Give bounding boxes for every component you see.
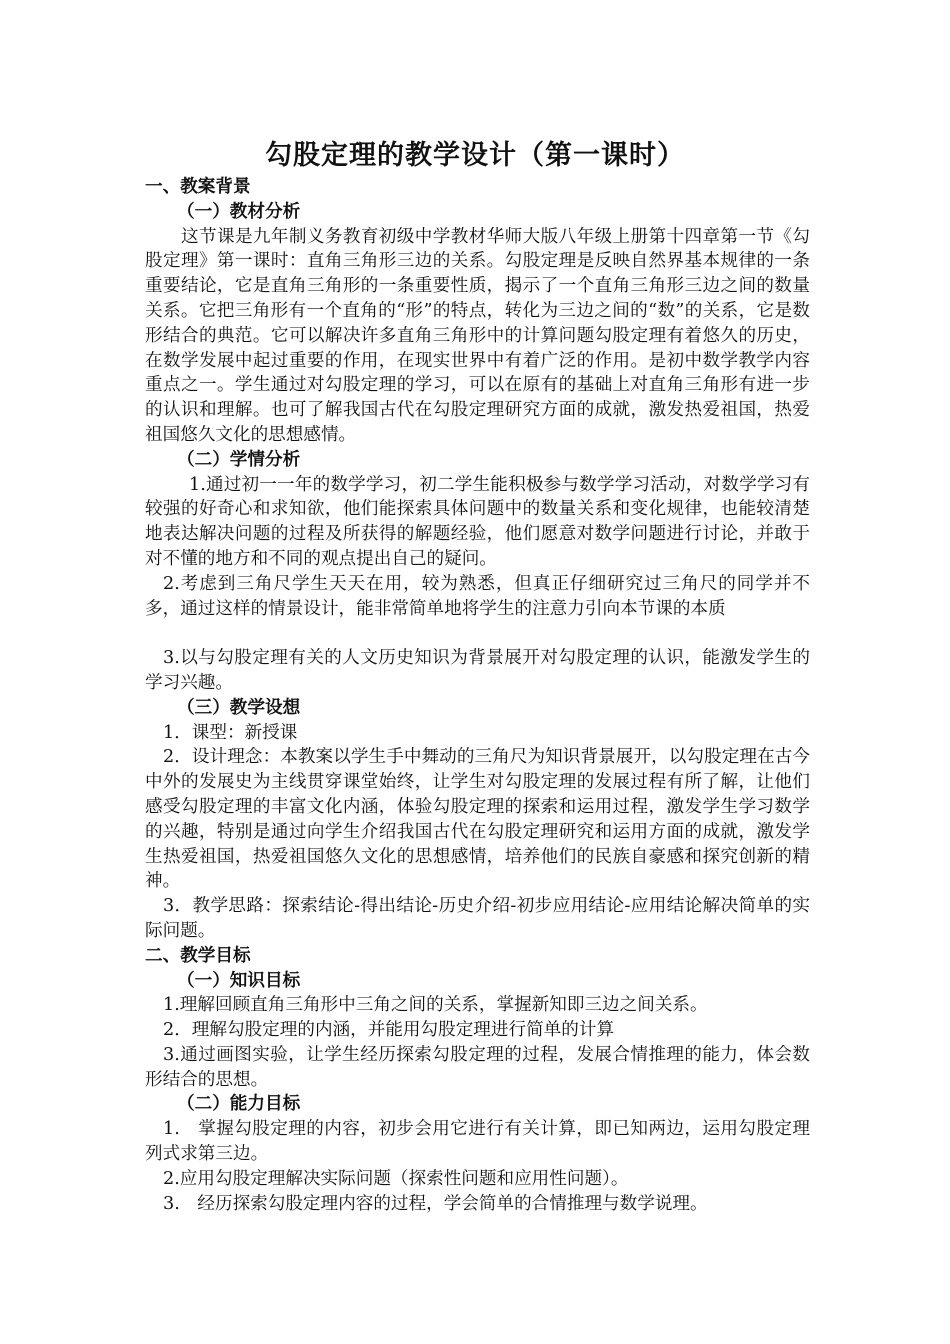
blank-line: [145, 621, 810, 646]
subheading-teaching-plan: （三）教学设想: [177, 697, 301, 718]
paragraph-ability-3: 3. 经历探索勾股定理内容的过程，学会简单的合情推理与数学说理。: [163, 1193, 708, 1214]
paragraph-knowledge-2: 2．理解勾股定理的内涵，并能用勾股定理进行简单的计算: [163, 1020, 615, 1041]
subheading-ability-objectives: （二）能力目标: [177, 1094, 301, 1115]
section-heading-background: 一、教案背景: [145, 177, 251, 197]
paragraph-ability-1: 1. 掌握勾股定理的内容，初步会用它进行有关计算，即已知两边，运用勾股定理列式求第三边。: [145, 1119, 810, 1165]
document-title: 勾股定理的教学设计（第一课时）: [265, 140, 685, 171]
paragraph-lesson-type: 1．课型：新授课: [163, 722, 298, 743]
paragraph-student-analysis-2: 2.考虑到三角尺学生天天在用，较为熟悉，但真正仔细研究过三角尺的同学并不多，通过这样的情景设计，能非常简单地将学生的注意力引向本节课的本质: [145, 573, 810, 619]
document-body: [145, 175, 810, 1216]
paragraph-student-analysis-1: 1.通过初一一年的数学学习，初二学生能积极参与数学学习活动，对数学学习有较强的好奇心和求知欲，他们能探索具体问题中的数量关系和变化规律，也能较清楚地表达解决问题的过程及所获得的解题经验，他们愿意对数学问题进行讨论，并敢于对不懂的地方和不同的观点提出自己的疑问。: [145, 474, 810, 569]
subheading-knowledge-objectives: （一）知识目标: [177, 970, 301, 991]
subheading-textbook-analysis: （一）教材分析: [177, 201, 301, 222]
paragraph-student-analysis-3: 3.以与勾股定理有关的人文历史知识为背景展开对勾股定理的认识，能激发学生的学习兴趣。: [145, 648, 810, 693]
paragraph-textbook-analysis: 这节课是九年制义务教育初级中学教材华师大版八年级上册第十四章第一节《勾股定理》第一课时：直角三角形三边的关系。勾股定理是反映自然界基本规律的一条重要结论，它是直角三角形的一条重要性质，揭示了一个直角三角形三边之间的数量关系。它把三角形有一个直角的“形”的特点，转化为三边之间的“数”的关系，它是数形结合的典范。它可以解决许多直角三角形中的计算问题勾股定理有着悠久的历史，在数学发展中起过重要的作用，在现实世界中有着广泛的作用。是初中数学教学内容重点之一。学生通过对勾股定理的学习，可以在原有的基础上对直角三角形有进一步的认识和理解。也可了解我国古代在勾股定理研究方面的成就，激发热爱祖国，热爱祖国悠久文化的思想感情。: [145, 226, 810, 445]
paragraph-knowledge-3: 3.通过画图实验，让学生经历探索勾股定理的过程，发展合情推理的能力，体会数形结合的思想。: [145, 1044, 810, 1090]
paragraph-design-concept: 2．设计理念：本教案以学生手中舞动的三角尺为知识背景展开，以勾股定理在古今中外的发展史为主线贯穿课堂始终，让学生对勾股定理的发展过程有所了解，让他们感受勾股定理的丰富文化内涵，体验勾股定理的探索和运用过程，激发学生学习数学的兴趣，特别是通过向学生介绍我国古代在勾股定理研究和运用方面的成就，激发学生热爱祖国，热爱祖国悠久文化的思想感情，培养他们的民族自豪感和探究创新的精神。: [145, 747, 810, 892]
paragraph-teaching-approach: 3．教学思路：探索结论-得出结论-历史介绍-初步应用结论-应用结论解决简单的实际问题。: [145, 896, 810, 941]
paragraph-ability-2: 2.应用勾股定理解决实际问题（探索性问题和应用性问题）。: [163, 1168, 629, 1189]
paragraph-knowledge-1: 1.理解回顾直角三角形中三角之间的关系，掌握新知即三边之间关系。: [163, 995, 708, 1016]
subheading-student-analysis: （二）学情分析: [177, 449, 301, 470]
section-heading-objectives: 二、教学目标: [145, 945, 251, 966]
